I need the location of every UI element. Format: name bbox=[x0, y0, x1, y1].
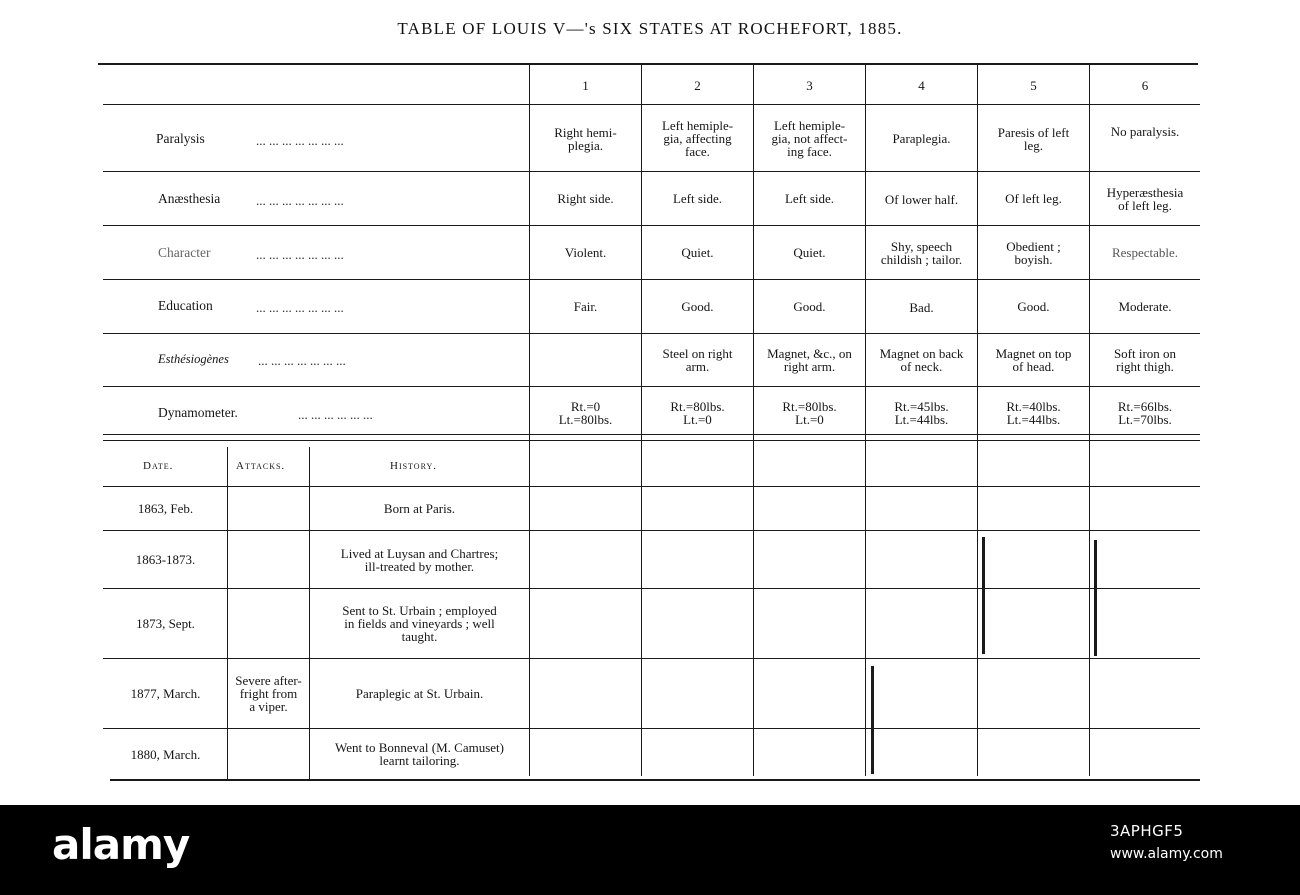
history-text: Paraplegic at St. Urbain. bbox=[355, 686, 484, 701]
state-cell: Hyperæsthesia of left leg. bbox=[1106, 184, 1184, 213]
top-rule bbox=[98, 63, 1198, 65]
state-cell: Paresis of left leg. bbox=[997, 124, 1070, 153]
state-cell: Rt.=0 Lt.=80lbs. bbox=[558, 399, 613, 427]
state-cell: Steel on right arm. bbox=[662, 346, 733, 374]
row-label-esthesiogenes: Esthésiogènes bbox=[158, 352, 229, 366]
state-cell: Right hemi- plegia. bbox=[554, 124, 617, 153]
state-cell: Shy, speech childish ; tailor. bbox=[880, 238, 963, 267]
state-cell: Quiet. bbox=[793, 245, 826, 260]
state-cell: Magnet on top of head. bbox=[995, 346, 1072, 374]
history-attacks: Severe after- fright from a viper. bbox=[235, 673, 302, 714]
watermark-bar bbox=[0, 805, 1300, 895]
row-label-dynamometer: Dynamometer. bbox=[158, 405, 238, 420]
history-date: 1880, March. bbox=[130, 746, 201, 762]
section-rule-2 bbox=[103, 440, 1200, 441]
state-cell: Left hemiple- gia, not affect- ing face. bbox=[771, 118, 848, 159]
state-cell: Obedient ; boyish. bbox=[1006, 238, 1061, 267]
history-text: Sent to St. Urbain ; employed in fields and vineyards ; well taught. bbox=[342, 603, 497, 644]
state-cell: Magnet on back of neck. bbox=[879, 346, 964, 374]
history-date: 1863-1873. bbox=[135, 552, 196, 567]
leader-dots: ... ... ... ... ... ... ... bbox=[256, 133, 344, 148]
state-cell: Good. bbox=[793, 299, 826, 314]
state-cell: Left side. bbox=[784, 191, 835, 206]
state-header: 4 bbox=[918, 77, 925, 93]
state-cell: Rt.=45lbs. Lt.=44lbs. bbox=[894, 399, 949, 427]
state-cell: Of lower half. bbox=[884, 192, 959, 207]
header-rule bbox=[103, 104, 1200, 105]
row-label-anaesthesia: Anæsthesia bbox=[158, 191, 221, 206]
history-date: 1873, Sept. bbox=[136, 616, 195, 631]
state-cell: Rt.=40lbs. Lt.=44lbs. bbox=[1006, 399, 1061, 427]
state-cell: Left side. bbox=[672, 191, 723, 206]
leader-dots: ... ... ... ... ... ... ... bbox=[256, 193, 344, 208]
history-attacks bbox=[228, 589, 309, 658]
row-label-character: Character bbox=[158, 245, 211, 260]
history-attacks bbox=[228, 531, 309, 588]
watermark-image-id: 3APHGF5 bbox=[1110, 822, 1184, 840]
history-attacks bbox=[228, 487, 309, 530]
state-cell: Right side. bbox=[557, 191, 614, 206]
state-cell: Rt.=80lbs. Lt.=0 bbox=[782, 399, 837, 427]
watermark-logo: alamy bbox=[52, 820, 190, 869]
section-rule-1 bbox=[103, 434, 1200, 435]
history-text: Born at Paris. bbox=[383, 501, 456, 516]
page-title: TABLE OF LOUIS V—'s SIX STATES AT ROCHEFORT, 1885. bbox=[397, 19, 903, 38]
state-header: 3 bbox=[806, 77, 813, 93]
history-text: Lived at Luysan and Chartres; ill-treated by mother. bbox=[340, 545, 499, 574]
leader-dots: ... ... ... ... ... ... ... bbox=[256, 300, 344, 315]
state-cell: Of left leg. bbox=[1005, 191, 1062, 206]
state-cell: Rt.=80lbs. Lt.=0 bbox=[670, 399, 725, 427]
state-cell: Paraplegia. bbox=[892, 131, 951, 146]
state-cell: No paralysis. bbox=[1110, 123, 1180, 139]
history-attacks bbox=[228, 729, 309, 779]
row-label-paralysis: Paralysis bbox=[156, 131, 205, 146]
marker-bar bbox=[871, 666, 874, 774]
state-cell: Moderate. bbox=[1118, 299, 1172, 314]
state-cell: Good. bbox=[681, 299, 714, 314]
leader-dots: ... ... ... ... ... ... ... bbox=[258, 353, 346, 368]
history-header-date: Date. bbox=[143, 460, 174, 472]
row-label-education: Education bbox=[158, 298, 213, 313]
state-cell: Fair. bbox=[573, 299, 598, 314]
watermark-site: www.alamy.com bbox=[1110, 846, 1223, 862]
state-cell: Rt.=66lbs. Lt.=70lbs. bbox=[1117, 399, 1173, 427]
history-header-history: History. bbox=[390, 460, 437, 472]
state-cell bbox=[530, 334, 641, 386]
state-header: 2 bbox=[694, 77, 701, 93]
row-rule-5 bbox=[103, 386, 1200, 387]
leader-dots: ... ... ... ... ... ... bbox=[298, 407, 373, 422]
state-cell: Quiet. bbox=[681, 245, 714, 260]
state-header: 1 bbox=[582, 77, 589, 93]
state-cell: Respectable. bbox=[1111, 245, 1179, 260]
marker-bar bbox=[1094, 540, 1097, 656]
state-cell: Soft iron on right thigh. bbox=[1113, 346, 1177, 374]
state-cell: Good. bbox=[1017, 299, 1050, 314]
bottom-rule bbox=[110, 779, 1200, 781]
state-header: 5 bbox=[1030, 77, 1037, 93]
state-cell: Left hemiple- gia, affecting face. bbox=[661, 118, 734, 159]
marker-bar bbox=[982, 537, 985, 654]
state-header: 6 bbox=[1141, 77, 1149, 93]
history-text: Went to Bonneval (M. Camuset) learnt tailoring. bbox=[334, 740, 504, 768]
state-cell: Bad. bbox=[909, 300, 934, 315]
state-cell: Magnet, &c., on right arm. bbox=[767, 346, 852, 374]
history-date: 1877, March. bbox=[130, 686, 201, 701]
leader-dots: ... ... ... ... ... ... ... bbox=[256, 247, 344, 262]
history-header-attacks: Attacks. bbox=[236, 460, 286, 472]
state-cell: Violent. bbox=[564, 245, 607, 260]
history-date: 1863, Feb. bbox=[137, 501, 194, 516]
